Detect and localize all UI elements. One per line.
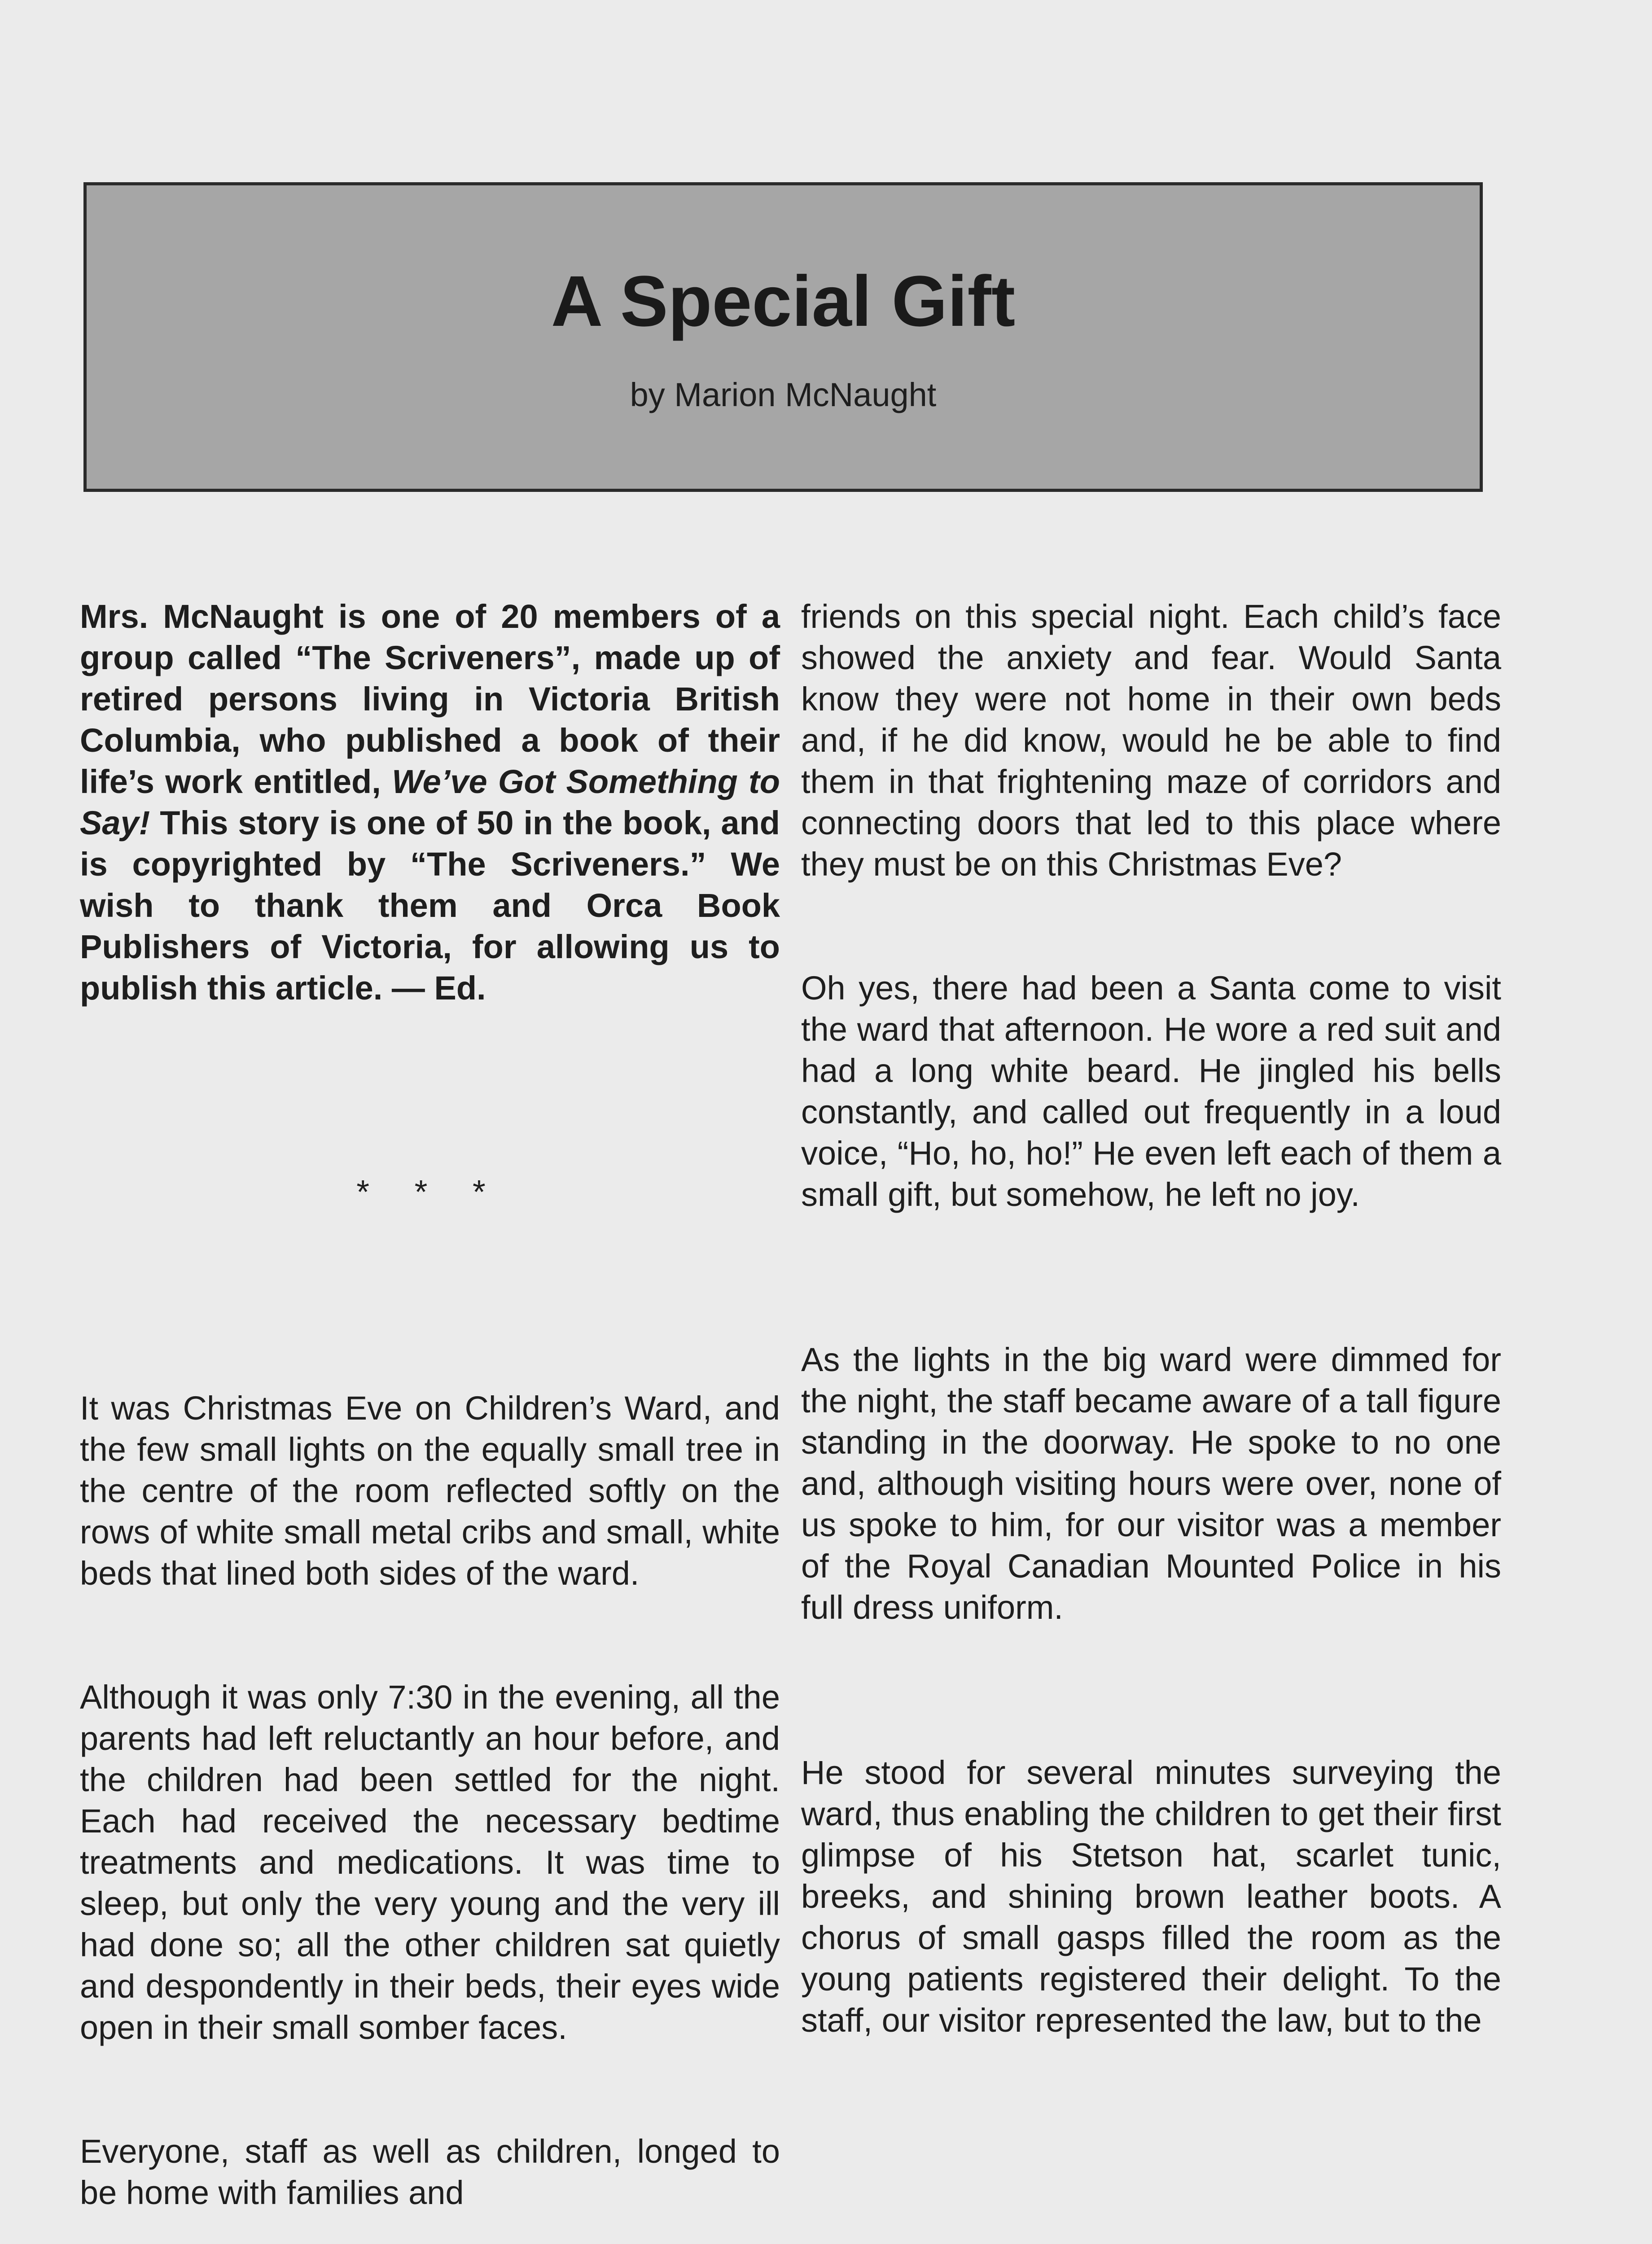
paragraph-7: He stood for several minutes surveying the ward, thus enabling the children to get their first glimpse of his Stetson hat, scarlet tunic, breeks, and shining brown leather boots. A chorus of small gasps filled the room as the young patients registered their delight. To the staff, our visitor represented the law, but to the: [801, 1754, 1501, 2039]
left-column: [80, 596, 780, 2213]
title-banner: [83, 182, 1483, 492]
paragraph-1: It was Christmas Eve on Children’s Ward, and the few small lights on the equally small tree in the centre of the room reflected softly on the rows of white small metal cribs and small, white beds that lined both sides of the ward.: [80, 1389, 780, 1592]
paragraph-4: friends on this special night. Each child’s face showed the anxiety and fear. Would Santa know they were not home in their own beds and, if he did know, would he be able to find them in that frightening maze of corridors and connecting doors that led to this place where they must be on this Christmas Eve?: [801, 598, 1501, 883]
editor-intro: [80, 596, 780, 1009]
paragraph-6: As the lights in the big ward were dimmed for the night, the staff became aware of a tall figure standing in the doorway. He spoke to no one and, although visiting hours were over, none of us spoke to him, for our visitor was a member of the Royal Canadian Mounted Police in his full dress uniform.: [801, 1341, 1501, 1626]
paragraph-2: Although it was only 7:30 in the evening, all the parents had left reluctantly an hour before, and the children had been settled for the night. Each had received the necessary bedtime treatments and medications. It was time to sleep, but only the very young and the very ill had done so; all the other children sat quietly and despondently in their beds, their eyes wide open in their small somber faces.: [80, 1679, 780, 2046]
section-separator: * * *: [356, 1173, 504, 1210]
intro-book-title: We’ve Got Something to Say!: [80, 763, 780, 842]
right-column: [801, 596, 1501, 2041]
paragraph-5: Oh yes, there had been a Santa come to visit the ward that afternoon. He wore a red suit and had a long white beard. He jingled his bells constantly, and called out frequently in a loud voice, “Ho, ho, ho!” He even left each of them a small gift, but somehow, he left no joy.: [801, 969, 1501, 1213]
article-title: A Special Gift: [551, 261, 1016, 341]
intro-text-a: Mrs. McNaught is one of 20 members of a group called “The Scriveners”, made up of retired persons living in Victoria British Columbia, who published a book of their life’s work entitled,: [80, 598, 780, 800]
paragraph-3: Everyone, staff as well as children, longed to be home with families and: [80, 2133, 780, 2211]
article-byline: by Marion McNaught: [630, 376, 937, 413]
intro-text-b: This story is one of 50 in the book, and is copyrighted by “The Scriveners.” We wish to thank them and Orca Book Publishers of Victoria, for allowing us to publish this article. — Ed.: [80, 804, 780, 1007]
